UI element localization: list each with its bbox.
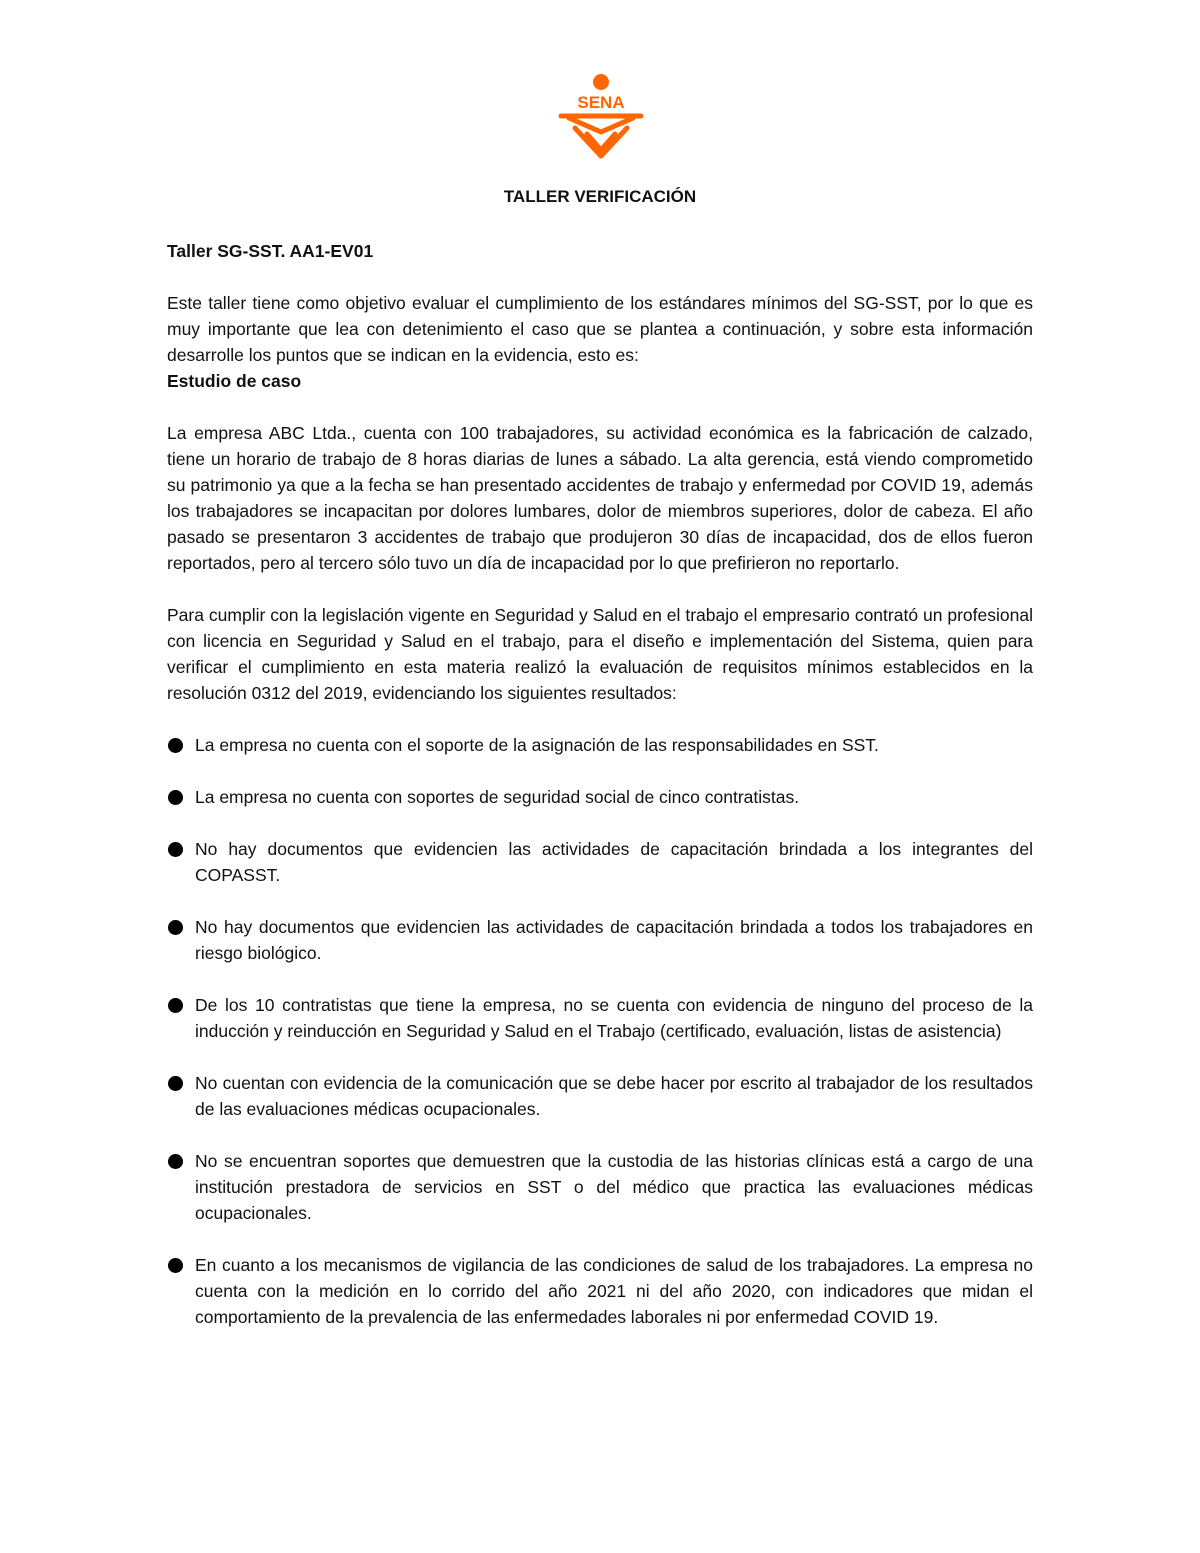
case-study-heading: Estudio de caso — [167, 371, 302, 391]
document-subtitle: Taller SG-SST. AA1-EV01 — [167, 241, 374, 261]
sena-logo-icon — [555, 72, 647, 160]
case-paragraph-1: La empresa ABC Ltda., cuenta con 100 trabajadores, su actividad económica es la fabricación de calzado, tiene un horario de trabajo de 8 horas diarias de lunes a sábado. La alta gerencia, está viendo comprometido su patrimonio ya que a la fecha se han presentado accidentes de trabajo y enfermedad por COVID 19, además los trabajadores se incapacitan por dolores lumbares, dolor de miembros superiores, dolor de cabeza. El año pasado se presentaron 3 accidentes de trabajo que produjeron 30 días de incapacidad, dos de ellos fueron reportados, pero al tercero sólo tuvo un día de incapacidad por lo que prefirieron no reportarlo. — [167, 423, 1033, 573]
bullet-icon — [168, 1258, 183, 1273]
finding-text: De los 10 contratistas que tiene la empresa, no se cuenta con evidencia de ninguno del proceso de la inducción y reinducción en Seguridad y Salud en el Trabajo (certificado, evaluación, listas de asistencia) — [195, 995, 1033, 1041]
bullet-icon — [168, 842, 183, 857]
logo-text: SENA — [577, 93, 625, 112]
list-item — [167, 836, 1033, 888]
list-item — [167, 1070, 1033, 1122]
bullet-icon — [168, 1154, 183, 1169]
list-item — [167, 784, 1033, 810]
bullet-icon — [168, 790, 183, 805]
list-item — [167, 914, 1033, 966]
document-title: TALLER VERIFICACIÓN — [503, 187, 697, 206]
finding-text: En cuanto a los mecanismos de vigilancia de las condiciones de salud de los trabajadores. La empresa no cuenta con la medición en lo corrido del año 2021 ni del año 2020, con indicadores que midan el comportamiento de la prevalencia de las enfermedades laborales ni por enfermedad COVID 19. — [195, 1255, 1033, 1327]
list-item — [167, 1148, 1033, 1226]
case-paragraph-2: Para cumplir con la legislación vigente en Seguridad y Salud en el trabajo el empresario contrató un profesional con licencia en Seguridad y Salud en el trabajo, para el diseño e implementación del Sistema, quien para verificar el cumplimiento en esta materia realizó la evaluación de requisitos mínimos establecidos en la resolución 0312 del 2019, evidenciando los siguientes resultados: — [167, 605, 1033, 703]
list-item — [167, 732, 1033, 758]
finding-text: La empresa no cuenta con el soporte de la asignación de las responsabilidades en SST. — [195, 735, 879, 755]
findings-list — [167, 732, 1033, 1330]
list-item — [167, 1252, 1033, 1330]
bullet-icon — [168, 998, 183, 1013]
finding-text: No se encuentran soportes que demuestren que la custodia de las historias clínicas está a cargo de una institución prestadora de servicios en SST o del médico que practica las evaluaciones médicas ocupacionales. — [195, 1151, 1033, 1223]
bullet-icon — [168, 738, 183, 753]
bullet-icon — [168, 920, 183, 935]
list-item — [167, 992, 1033, 1044]
finding-text: No cuentan con evidencia de la comunicación que se debe hacer por escrito al trabajador de los resultados de las evaluaciones médicas ocupacionales. — [195, 1073, 1033, 1119]
finding-text: No hay documentos que evidencien las actividades de capacitación brindada a todos los trabajadores en riesgo biológico. — [195, 917, 1033, 963]
intro-paragraph: Este taller tiene como objetivo evaluar el cumplimiento de los estándares mínimos del SG-SST, por lo que es muy importante que lea con detenimiento el caso que se plantea a continuación, y sobre esta información desarrolle los puntos que se indican en la evidencia, esto es: — [167, 293, 1033, 365]
bullet-icon — [168, 1076, 183, 1091]
document-body — [167, 184, 1033, 1356]
finding-text: No hay documentos que evidencien las actividades de capacitación brindada a los integrantes del COPASST. — [195, 839, 1033, 885]
finding-text: La empresa no cuenta con soportes de seguridad social de cinco contratistas. — [195, 787, 800, 807]
